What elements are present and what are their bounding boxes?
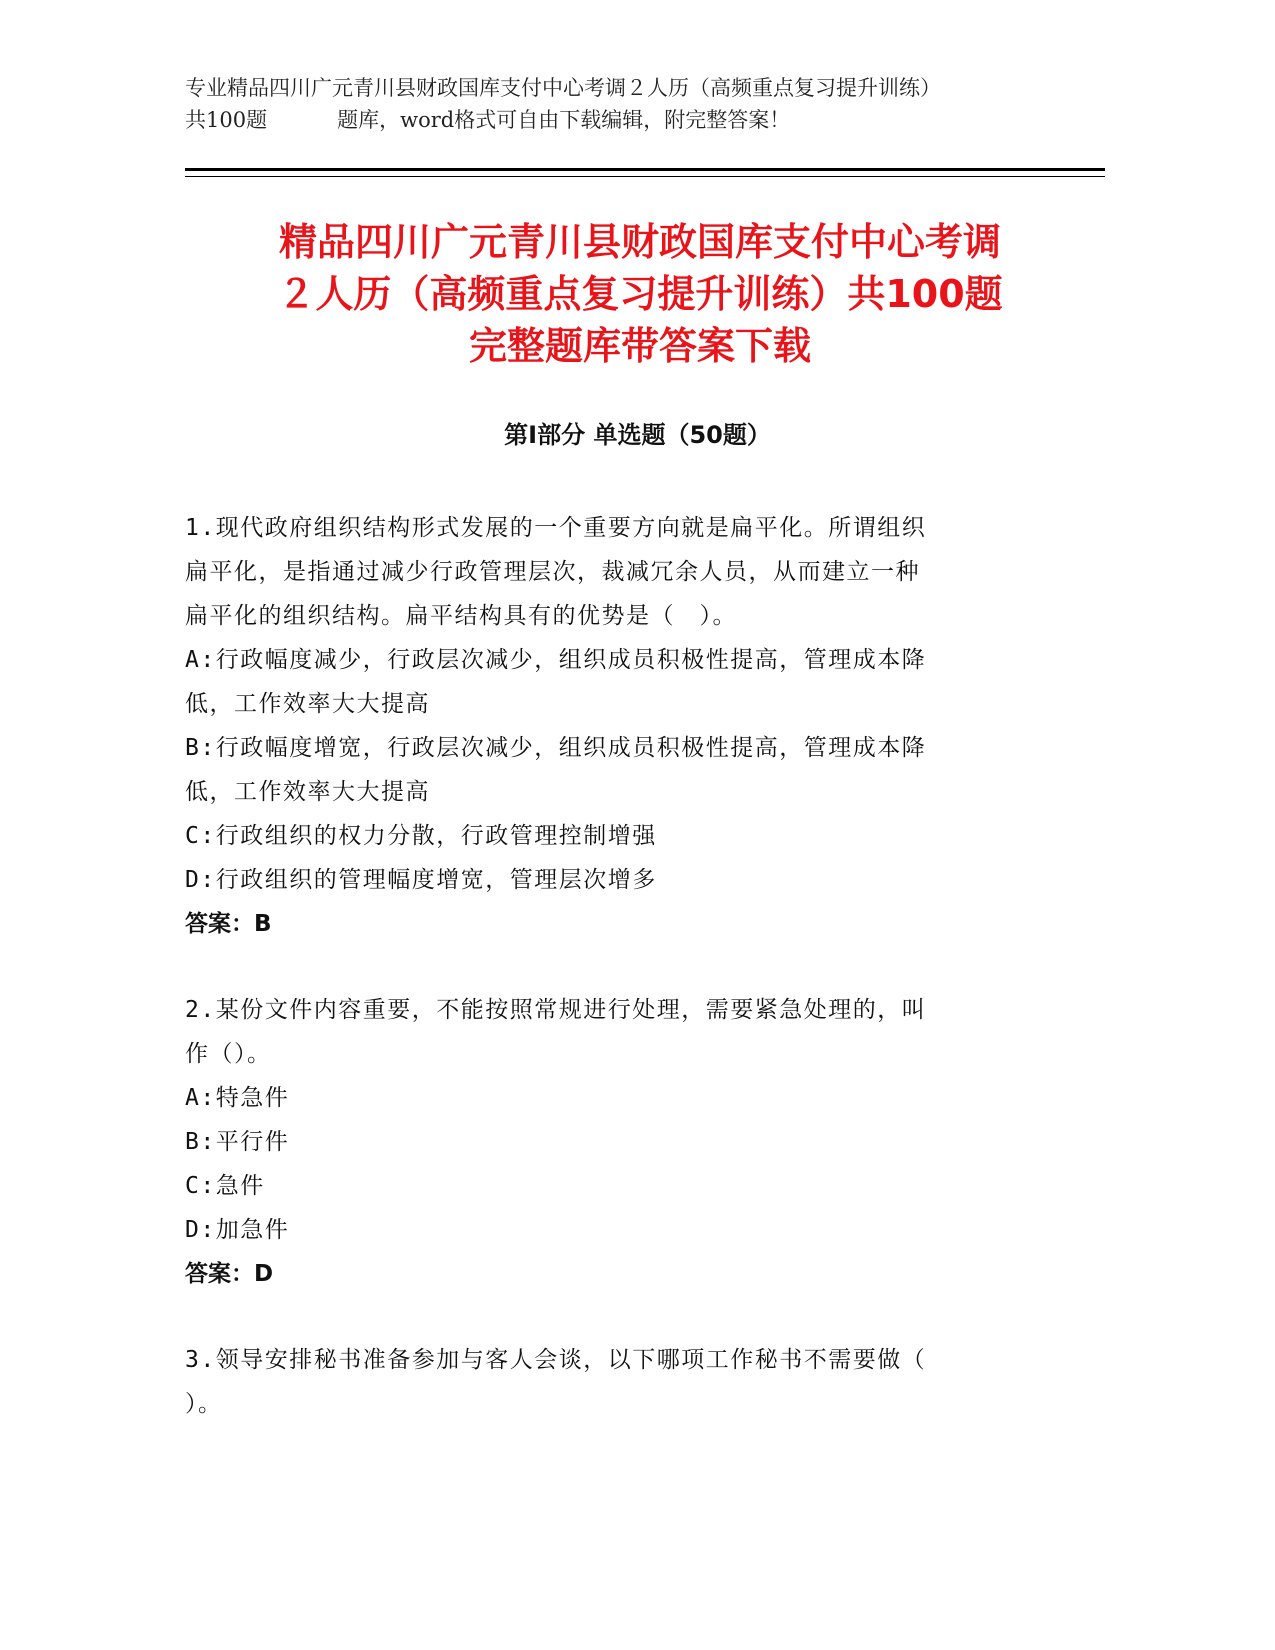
header-divider-thin: [185, 176, 1105, 177]
option-d: D:加急件: [185, 1217, 290, 1243]
option-b: B:平行件: [185, 1129, 290, 1155]
document-header-note: [185, 72, 1085, 136]
answer-label: 答案：B: [185, 911, 272, 937]
question-stem-line: 3.领导安排秘书准备参加与客人会谈，以下哪项工作秘书不需要做（: [185, 1347, 927, 1373]
header-note-line-1: 专业精品四川广元青川县财政国库支付中心考调２人历（高频重点复习提升训练）: [185, 76, 941, 100]
question-3: [185, 1338, 1045, 1426]
option-b-line: 低，工作效率大大提高: [185, 779, 430, 805]
option-a-line: A:行政幅度减少，行政层次减少，组织成员积极性提高，管理成本降: [185, 647, 927, 673]
section-heading: 第Ⅰ部分 单选题（50题）: [504, 421, 771, 449]
question-2: [185, 988, 1045, 1296]
option-a-line: 低，工作效率大大提高: [185, 691, 430, 717]
document-title-line-2: ２人历（高频重点复习提升训练）共100题: [277, 272, 1003, 316]
question-stem-line: 作（）。: [185, 1041, 272, 1067]
header-note-description: 题库，word格式可自由下载编辑，附完整答案！: [337, 108, 791, 132]
document-title-line-1: 精品四川广元青川县财政国库支付中心考调: [278, 220, 1001, 264]
question-1: [185, 506, 1045, 946]
header-divider-thick: [185, 168, 1105, 171]
answer-label: 答案：D: [185, 1261, 274, 1287]
header-note-line-2: [185, 104, 1085, 136]
option-d: D:行政组织的管理幅度增宽，管理层次增多: [185, 867, 657, 893]
question-stem-line: 2.某份文件内容重要，不能按照常规进行处理，需要紧急处理的，叫: [185, 997, 927, 1023]
option-c: C:行政组织的权力分散，行政管理控制增强: [185, 823, 657, 849]
document-title: [150, 216, 1130, 372]
header-note-count: 共100题: [185, 108, 268, 132]
option-c: C:急件: [185, 1173, 265, 1199]
question-stem-line: 1.现代政府组织结构形式发展的一个重要方向就是扁平化。所谓组织: [185, 515, 927, 541]
document-title-line-3: 完整题库带答案下载: [468, 324, 811, 368]
option-b-line: B:行政幅度增宽，行政层次减少，组织成员积极性提高，管理成本降: [185, 735, 927, 761]
question-stem-line: 扁平化的组织结构。扁平结构具有的优势是（ ）。: [185, 603, 737, 629]
option-a: A:特急件: [185, 1085, 290, 1111]
question-stem-line: 扁平化，是指通过减少行政管理层次，裁减冗余人员，从而建立一种: [185, 559, 920, 585]
question-list: [185, 506, 1045, 1468]
question-stem-line: ）。: [185, 1391, 223, 1417]
